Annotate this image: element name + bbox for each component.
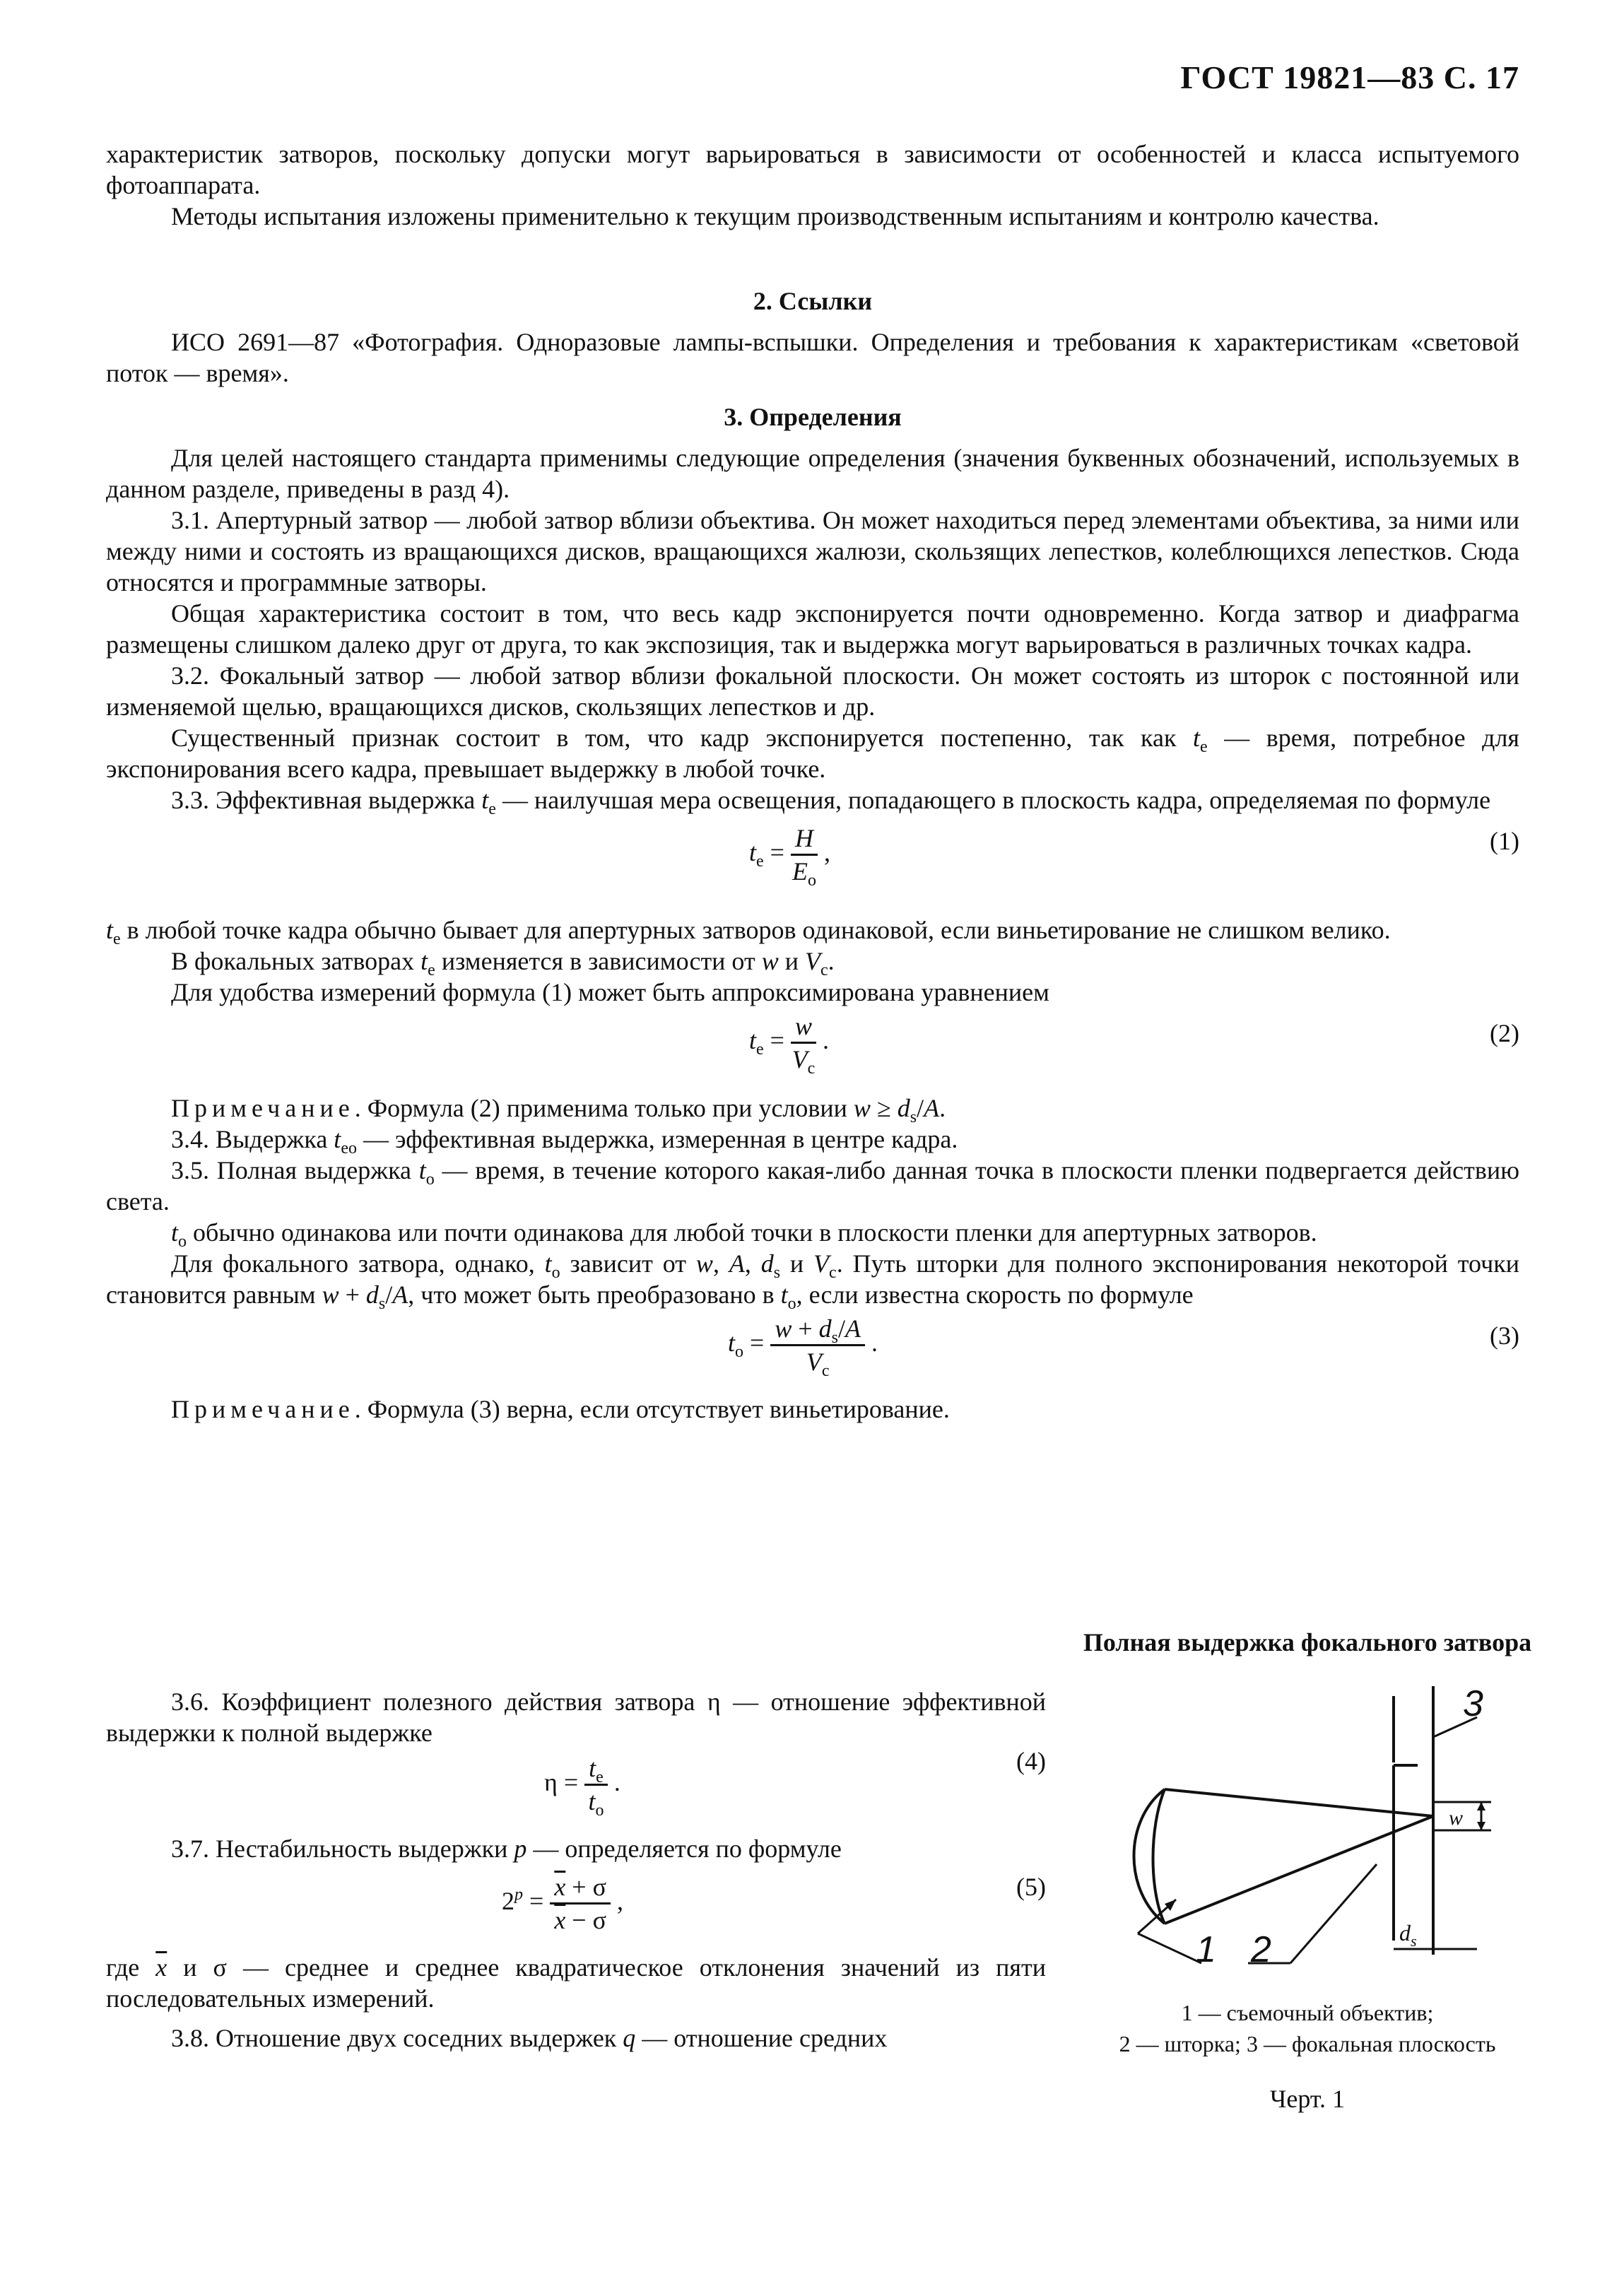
definition-3-8: 3.8. Отношение двух соседних выдержек q — отношение средних [171,2024,888,2052]
figure-label-1: 1 [1196,1929,1216,1970]
formula-5-number: (5) [1016,1873,1046,1901]
section-3-heading: 3. Определения [724,403,902,431]
figure-1 [1081,1627,1534,2114]
note-2: Примечание. Формула (3) верна, если отсутствует виньетирование. [171,1395,950,1423]
definition-3-1: 3.1. Апертурный затвор — любой затвор вблизи объектива. Он может находиться перед элементами объектива, за ними или между ними и состоять из вращающихся дисков, вращающихся жалюзи, скользящих лепестков, колеблющихся лепестков. Сюда относятся и программные затворы. [106,506,1519,596]
formula-3: $t_o$ = $\frac{w + d_s/A}{V_c}$ . (3) [728,1314,1519,1380]
lens-icon [1134,1789,1165,1924]
formula-3-number: (3) [1490,1321,1519,1350]
figure-label-w: w [1449,1806,1464,1830]
definition-3-5: 3.5. Полная выдержка $t_o$ — время, в течение которого какая-либо данная точка в плоскости пленки подвергается действию света. [106,1156,1519,1215]
definition-3-3-focal: В фокальных затворах $t_e$ изменяется в зависимости от w и $V_c$. [171,947,835,979]
figure-caption-1: 1 — съемочный объектив; [1181,2000,1434,2025]
section-2 [106,285,1519,389]
svg-text:ds: $d_s$ [1399,1920,1417,1950]
formula-2-number: (2) [1490,1019,1519,1047]
intro-paragraph-2: Методы испытания изложены применительно к текущим производственным испытаниям и контролю качества. [171,202,1379,230]
definition-3-2: 3.2. Фокальный затвор — любой затвор вблизи фокальной плоскости. Он может состоять из шторок с постоянной или изменяемой щелью, вращающихся дисков, скользящих лепестков и др. [106,661,1519,721]
figure-title: Полная выдержка фокального затвора [1083,1628,1532,1656]
formula-5: $2^p$ = $\frac{\overline{x} + \sigma}{\overline{x} - \sigma}$ , (5) [502,1873,1046,1934]
section-3-intro: Для целей настоящего стандарта применимы следующие определения (значения буквенных обозначений, используемых в данном разделе, приведены в разд 4). [106,444,1519,503]
left-column [106,1686,1046,2054]
section-2-heading: 2. Ссылки [753,287,873,315]
formula-1-number: (1) [1490,827,1519,855]
definition-3-7-where: где $\overline{x}$ и σ — среднее и среднее квадратическое отклонения значений из пяти последовательных измерений. [106,1953,1046,2013]
definition-3-1-general: Общая характеристика состоит в том, что весь кадр экспонируется почти одновременно. Когда затвор и диафрагма размещены слишком далеко друг от друга, то как экспозиция, так и выдержка могут варьироваться в различных точках кадра. [106,599,1519,659]
definition-3-6: 3.6. Коэффициент полезного действия затвора η — отношение эффективной выдержки к полной выдержке [106,1688,1046,1747]
intro-block [106,139,1519,232]
figure-caption-2: 2 — шторка; 3 — фокальная плоскость [1119,2031,1496,2056]
section-2-text: ИСО 2691—87 «Фотография. Одноразовые лампы-вспышки. Определения и требования к характеристикам «световой поток — время». [106,328,1519,387]
figure-label-3: 3 [1463,1683,1483,1724]
section-3 [106,401,1519,1425]
definition-3-3-aperture: $t_e$ в любой точке кадра обычно бывает для апертурных затворов одинаковой, если виньетирование не слишком велико. [106,916,1391,948]
figure-label-2: 2 [1251,1929,1271,1970]
figure-label-ds: d [1399,1920,1411,1945]
definition-3-2-feature: Существенный признак состоит в том, что кадр экспонируется постепенно, так как $t_e$ — время, потребное для экспонирования всего кадра, превышает выдержку в любой точке. [106,724,1519,783]
definition-3-3-approx: Для удобства измерений формула (1) может быть аппроксимирована уравнением [171,978,1049,1006]
definition-3-5-aperture: $t_o$ обычно одинакова или почти одинакова для любой точки в плоскости пленки для апертурных затворов. [171,1218,1317,1251]
intro-paragraph-1: характеристик затворов, поскольку допуски могут варьироваться в зависимости от особенностей и класса испытуемого фотоаппарата. [106,140,1519,199]
definition-3-4: 3.4. Выдержка $t_{eo}$ — эффективная выдержка, измеренная в центре кадра. [171,1125,958,1158]
focal-shutter-diagram [1081,1658,1534,1983]
definition-3-3: 3.3. Эффективная выдержка $t_e$ — наилучшая мера освещения, попадающего в плоскость кадра, определяемая по формуле [171,786,1491,818]
formula-1: $t_e$ = $\frac{H}{E_o}$ , (1) [749,824,1519,890]
page-header: ГОСТ 19821—83 С. 17 [1180,59,1519,95]
definition-3-5-focal: Для фокального затвора, однако, $t_o$ зависит от w, A, $d_s$ и $V_c$. Путь шторки для полного экспонирования некоторой точки становится равным $w + d_s/A$, что может быть преобразовано в $t_o$, если известна скорость по формуле [106,1249,1519,1313]
formula-4-number: (4) [1016,1747,1046,1775]
figure-number: Черт. 1 [1270,2085,1345,2113]
note-1: Примечание. Формула (2) применима только при условии $w \ge d_s/A$. [171,1094,946,1126]
formula-4: η = $\frac{t_e}{t_o}$ . (4) [544,1747,1046,1820]
formula-2: $t_e$ = $\frac{w}{V_c}$ . (2) [749,1012,1519,1078]
definition-3-7: 3.7. Нестабильность выдержки p — определяется по формуле [171,1835,842,1863]
